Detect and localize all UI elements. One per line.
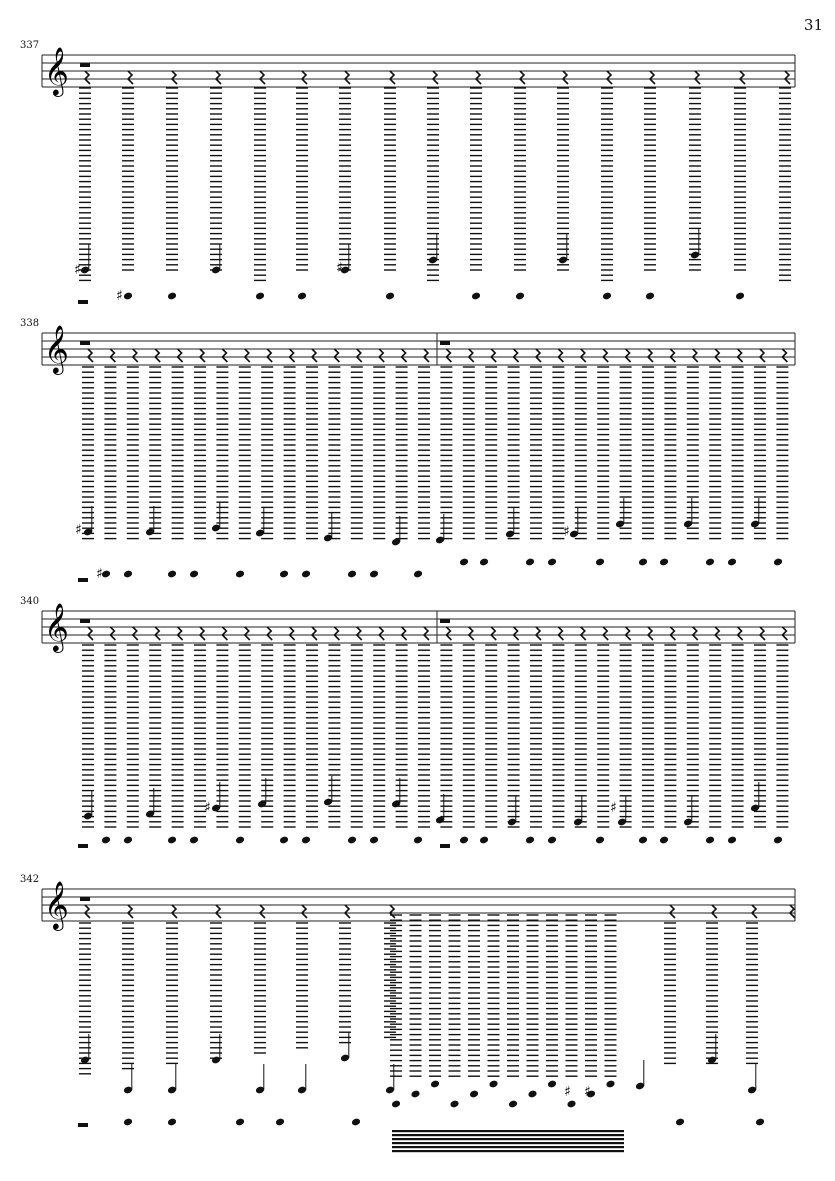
quarter-rest bbox=[200, 349, 205, 362]
bass-note bbox=[123, 836, 133, 845]
sharp-accidental: ♯ bbox=[610, 800, 617, 816]
bass-note bbox=[235, 1118, 245, 1127]
quarter-rest bbox=[357, 349, 362, 362]
quarter-rest bbox=[379, 349, 384, 362]
bass-note bbox=[659, 558, 669, 567]
quarter-rest bbox=[752, 905, 757, 918]
bass-note bbox=[515, 292, 525, 301]
beamed-note bbox=[469, 1090, 479, 1099]
bass-note bbox=[479, 558, 489, 567]
bass-note bbox=[459, 558, 469, 567]
sharp-accidental: ♯ bbox=[584, 1084, 591, 1100]
quarter-rest bbox=[390, 71, 395, 84]
quarter-rest bbox=[357, 627, 362, 640]
quarter-rest bbox=[172, 71, 177, 84]
beam bbox=[392, 1130, 624, 1132]
quarter-rest bbox=[695, 71, 700, 84]
quarter-rest bbox=[334, 349, 339, 362]
quarter-rest bbox=[172, 905, 177, 918]
quarter-rest bbox=[715, 349, 720, 362]
bass-note bbox=[123, 292, 133, 301]
quarter-rest bbox=[514, 349, 519, 362]
whole-rest bbox=[78, 578, 88, 582]
bass-note bbox=[301, 836, 311, 845]
sharp-accidental: ♯ bbox=[336, 260, 343, 276]
bass-note bbox=[735, 292, 745, 301]
treble-clef-icon: 𝄞 bbox=[44, 46, 69, 95]
beam bbox=[392, 1138, 624, 1140]
bass-note bbox=[525, 836, 535, 845]
quarter-rest bbox=[715, 627, 720, 640]
quarter-rest bbox=[648, 627, 653, 640]
quarter-rest bbox=[85, 71, 90, 84]
bass-note bbox=[705, 558, 715, 567]
quarter-rest bbox=[222, 349, 227, 362]
beamed-note bbox=[430, 1080, 440, 1089]
beamed-note bbox=[527, 1090, 537, 1099]
measure-number-338: 338 bbox=[20, 318, 40, 329]
quarter-rest bbox=[216, 905, 221, 918]
quarter-rest bbox=[760, 349, 765, 362]
treble-clef-icon: 𝄞 bbox=[44, 324, 69, 373]
bass-note bbox=[167, 1118, 177, 1127]
quarter-rest bbox=[178, 349, 183, 362]
whole-rest bbox=[80, 63, 90, 67]
quarter-rest bbox=[88, 627, 93, 640]
bass-note bbox=[547, 836, 557, 845]
quarter-rest bbox=[626, 349, 631, 362]
quarter-rest bbox=[128, 905, 133, 918]
quarter-rest bbox=[491, 349, 496, 362]
bass-note bbox=[123, 570, 133, 579]
bass-note bbox=[369, 570, 379, 579]
page-number: 31 bbox=[803, 16, 823, 34]
quarter-rest bbox=[390, 905, 395, 918]
quarter-rest bbox=[260, 905, 265, 918]
quarter-rest bbox=[603, 627, 608, 640]
whole-rest bbox=[440, 341, 450, 345]
quarter-rest bbox=[110, 627, 115, 640]
quarter-rest bbox=[312, 627, 317, 640]
quarter-rest bbox=[607, 71, 612, 84]
quarter-rest bbox=[216, 71, 221, 84]
measure-number-337: 337 bbox=[20, 40, 40, 51]
sharp-accidental: ♯ bbox=[96, 566, 103, 582]
quarter-rest bbox=[648, 349, 653, 362]
bass-note bbox=[369, 836, 379, 845]
bass-note bbox=[645, 292, 655, 301]
bass-note bbox=[235, 836, 245, 845]
whole-rest bbox=[78, 300, 88, 304]
whole-rest bbox=[80, 341, 90, 345]
quarter-rest bbox=[402, 627, 407, 640]
quarter-rest bbox=[345, 905, 350, 918]
treble-clef-icon: 𝄞 bbox=[44, 880, 69, 929]
bass-note bbox=[705, 836, 715, 845]
quarter-rest bbox=[693, 627, 698, 640]
bass-note bbox=[638, 558, 648, 567]
bass-note bbox=[659, 836, 669, 845]
quarter-rest bbox=[133, 349, 138, 362]
quarter-rest bbox=[110, 349, 115, 362]
sharp-accidental: ♯ bbox=[116, 288, 123, 304]
bass-note bbox=[255, 292, 265, 301]
quarter-rest bbox=[520, 71, 525, 84]
quarter-rest bbox=[603, 349, 608, 362]
bass-note bbox=[279, 836, 289, 845]
quarter-rest bbox=[693, 349, 698, 362]
quarter-rest bbox=[670, 627, 675, 640]
bass-note bbox=[297, 292, 307, 301]
quarter-rest bbox=[245, 627, 250, 640]
quarter-rest bbox=[260, 71, 265, 84]
whole-rest bbox=[440, 844, 450, 848]
sharp-accidental: ♯ bbox=[204, 800, 211, 816]
beam bbox=[392, 1150, 624, 1152]
quarter-rest bbox=[469, 627, 474, 640]
quarter-rest bbox=[782, 627, 787, 640]
quarter-rest bbox=[379, 627, 384, 640]
quarter-rest bbox=[514, 627, 519, 640]
bass-note bbox=[167, 570, 177, 579]
bass-note bbox=[755, 1118, 765, 1127]
beam bbox=[392, 1146, 624, 1148]
quarter-rest bbox=[536, 349, 541, 362]
quarter-rest bbox=[155, 349, 160, 362]
quarter-rest bbox=[558, 349, 563, 362]
beamed-note bbox=[547, 1080, 557, 1089]
beamed-note bbox=[410, 1090, 420, 1099]
quarter-rest bbox=[782, 349, 787, 362]
quarter-rest bbox=[267, 627, 272, 640]
quarter-rest bbox=[178, 627, 183, 640]
sharp-accidental: ♯ bbox=[74, 262, 81, 278]
quarter-rest bbox=[133, 627, 138, 640]
bass-note bbox=[595, 558, 605, 567]
quarter-rest bbox=[558, 627, 563, 640]
whole-rest bbox=[440, 619, 450, 623]
quarter-rest bbox=[476, 71, 481, 84]
bass-note bbox=[727, 836, 737, 845]
quarter-rest bbox=[650, 71, 655, 84]
bass-note bbox=[547, 558, 557, 567]
quarter-rest bbox=[290, 627, 295, 640]
quarter-rest bbox=[267, 349, 272, 362]
quarter-rest bbox=[491, 627, 496, 640]
beamed-note bbox=[508, 1100, 518, 1109]
quarter-rest bbox=[345, 71, 350, 84]
quarter-rest bbox=[563, 71, 568, 84]
whole-rest bbox=[80, 897, 90, 901]
bass-note bbox=[525, 558, 535, 567]
bass-note bbox=[123, 1118, 133, 1127]
bass-note bbox=[413, 836, 423, 845]
quarter-rest bbox=[536, 627, 541, 640]
bass-note bbox=[385, 292, 395, 301]
quarter-rest bbox=[760, 627, 765, 640]
bass-note bbox=[471, 292, 481, 301]
quarter-rest bbox=[302, 905, 307, 918]
bass-note bbox=[595, 836, 605, 845]
bass-note bbox=[773, 558, 783, 567]
quarter-rest bbox=[626, 627, 631, 640]
bass-note bbox=[167, 836, 177, 845]
quarter-rest bbox=[85, 905, 90, 918]
beamed-note bbox=[449, 1100, 459, 1109]
quarter-rest bbox=[581, 627, 586, 640]
quarter-rest bbox=[402, 349, 407, 362]
bass-note bbox=[351, 1118, 361, 1127]
quarter-rest bbox=[738, 349, 743, 362]
bass-note bbox=[189, 570, 199, 579]
bass-note bbox=[727, 558, 737, 567]
quarter-rest bbox=[334, 627, 339, 640]
sharp-accidental: ♯ bbox=[75, 522, 82, 538]
quarter-rest bbox=[200, 627, 205, 640]
bass-note bbox=[235, 570, 245, 579]
quarter-rest bbox=[446, 627, 451, 640]
beamed-note bbox=[566, 1100, 576, 1109]
quarter-rest bbox=[670, 905, 675, 918]
quarter-rest bbox=[424, 627, 429, 640]
bass-note bbox=[301, 570, 311, 579]
whole-rest bbox=[80, 619, 90, 623]
quarter-rest bbox=[290, 349, 295, 362]
bass-note bbox=[101, 836, 111, 845]
quarter-rest bbox=[424, 349, 429, 362]
sharp-accidental: ♯ bbox=[563, 524, 570, 540]
quarter-rest bbox=[245, 349, 250, 362]
sharp-accidental: ♯ bbox=[564, 1084, 571, 1100]
bass-note bbox=[167, 292, 177, 301]
bass-note bbox=[279, 570, 289, 579]
quarter-rest bbox=[128, 71, 133, 84]
quarter-rest bbox=[222, 627, 227, 640]
quarter-rest bbox=[88, 349, 93, 362]
quarter-rest bbox=[302, 71, 307, 84]
bass-note bbox=[675, 1118, 685, 1127]
bass-note bbox=[347, 836, 357, 845]
quarter-rest bbox=[712, 905, 717, 918]
bass-note bbox=[275, 1118, 285, 1127]
treble-clef-icon: 𝄞 bbox=[44, 602, 69, 651]
bass-note bbox=[602, 292, 612, 301]
whole-rest bbox=[78, 844, 88, 848]
quarter-rest bbox=[670, 349, 675, 362]
bass-note bbox=[347, 570, 357, 579]
quarter-rest bbox=[740, 71, 745, 84]
quarter-rest bbox=[790, 905, 795, 918]
bass-note bbox=[459, 836, 469, 845]
whole-rest bbox=[78, 1123, 88, 1127]
quarter-rest bbox=[581, 349, 586, 362]
bass-note bbox=[479, 836, 489, 845]
quarter-rest bbox=[469, 349, 474, 362]
quarter-rest bbox=[312, 349, 317, 362]
bass-note bbox=[413, 570, 423, 579]
beamed-note bbox=[488, 1080, 498, 1089]
beamed-note bbox=[391, 1100, 401, 1109]
bass-note bbox=[773, 836, 783, 845]
quarter-rest bbox=[738, 627, 743, 640]
measure-number-342: 342 bbox=[20, 874, 40, 885]
quarter-rest bbox=[785, 71, 790, 84]
quarter-rest bbox=[155, 627, 160, 640]
measure-number-340: 340 bbox=[20, 596, 40, 607]
beam bbox=[392, 1134, 624, 1136]
quarter-rest bbox=[446, 349, 451, 362]
quarter-rest bbox=[433, 71, 438, 84]
bass-note bbox=[638, 836, 648, 845]
beamed-note bbox=[605, 1080, 615, 1089]
bass-note bbox=[189, 836, 199, 845]
beam bbox=[392, 1142, 624, 1144]
